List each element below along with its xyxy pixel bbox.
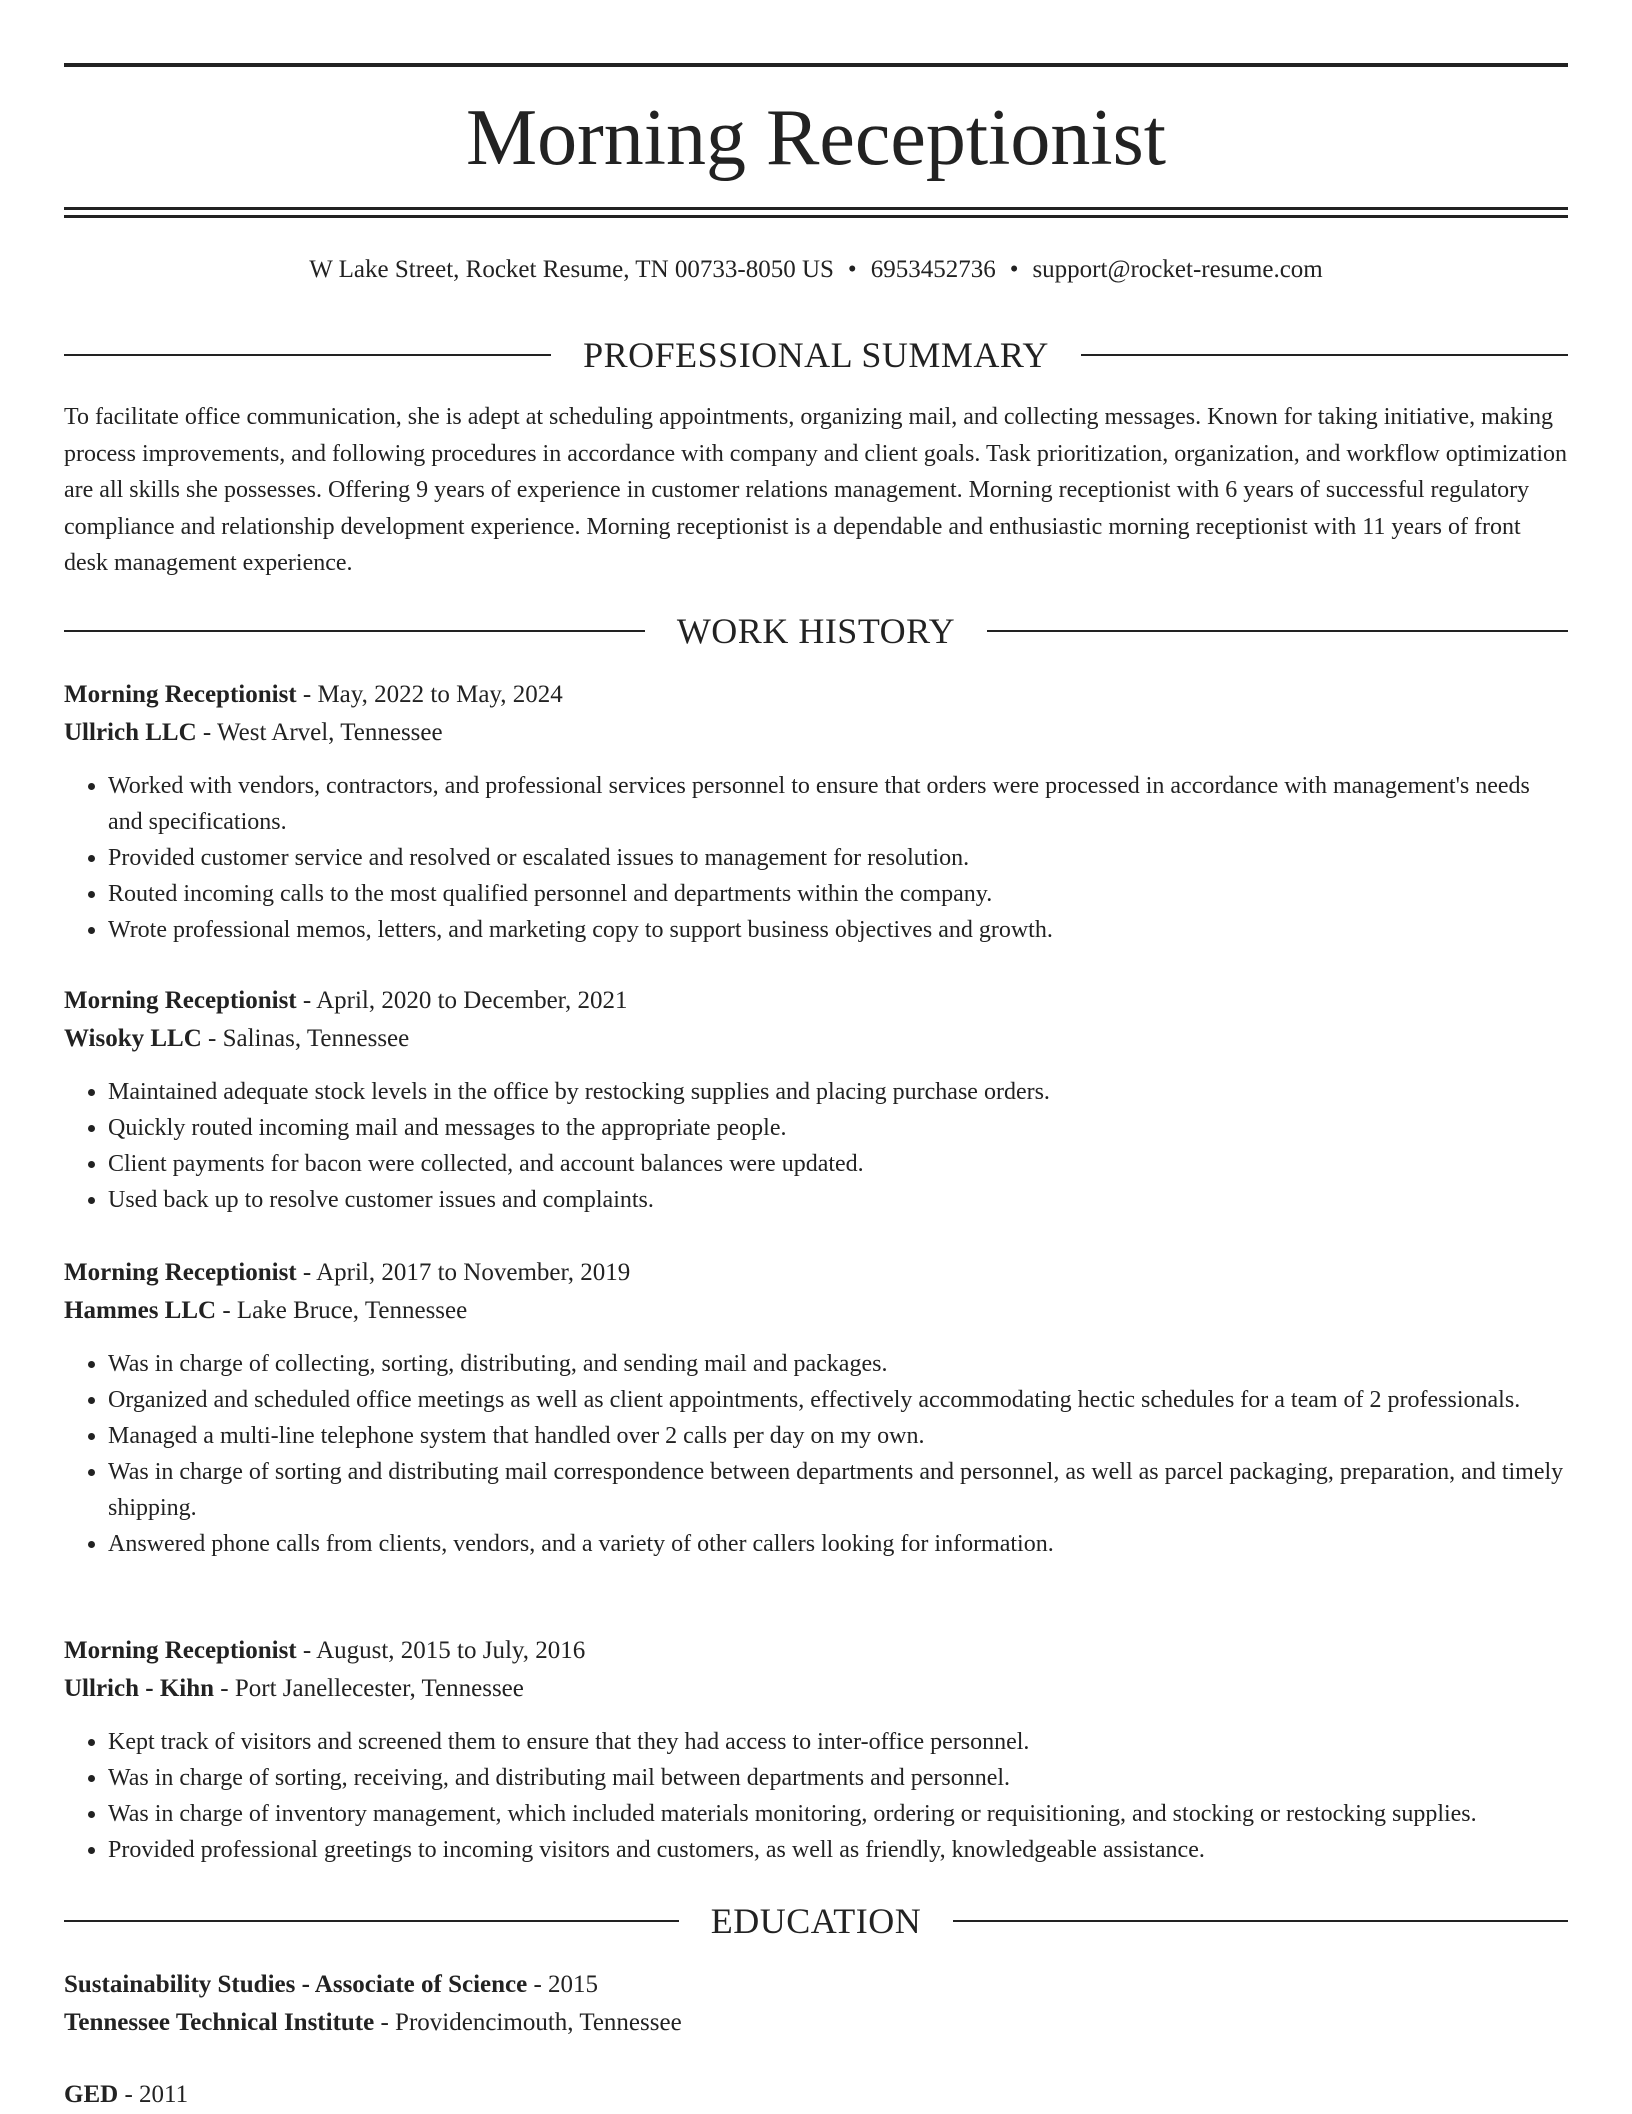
job-location: - Salinas, Tennessee bbox=[201, 1025, 410, 1052]
job-dates: - May, 2022 to May, 2024 bbox=[296, 681, 563, 708]
job-company-line bbox=[64, 1292, 1568, 1330]
job-location: - Port Janellecester, Tennessee bbox=[214, 1675, 524, 1702]
list-item: • Used back up to resolve customer issues and complaints. bbox=[108, 1182, 1568, 1218]
section-rule-left bbox=[64, 630, 645, 632]
list-item: • Wrote professional memos, letters, and marketing copy to support business objectives and growth. bbox=[108, 912, 1568, 948]
education-degree-line bbox=[64, 1966, 1568, 2004]
list-item: • Maintained adequate stock levels in the office by restocking supplies and placing purchase orders. bbox=[108, 1074, 1568, 1110]
section-rule-right bbox=[953, 1920, 1568, 1922]
job-company-line bbox=[64, 714, 1568, 752]
header-double-rule-lower bbox=[64, 215, 1568, 218]
job-title-line bbox=[64, 982, 1568, 1020]
education-degree: Sustainability Studies - Associate of Science bbox=[64, 1971, 528, 1998]
section-header-summary bbox=[64, 333, 1568, 377]
list-item: • Provided customer service and resolved or escalated issues to management for resolution. bbox=[108, 840, 1568, 876]
job-location: - Lake Bruce, Tennessee bbox=[216, 1297, 468, 1324]
job-bullets bbox=[64, 1724, 1568, 1868]
job-company-line bbox=[64, 1020, 1568, 1058]
section-rule-left bbox=[64, 354, 551, 356]
job-title-line bbox=[64, 676, 1568, 714]
list-item: • Managed a multi-line telephone system that handled over 2 calls per day on my own. bbox=[108, 1418, 1568, 1454]
job-title: Morning Receptionist bbox=[64, 1637, 297, 1664]
section-title-work: WORK HISTORY bbox=[676, 611, 956, 651]
list-item: • Was in charge of inventory management, which included materials monitoring, ordering or requisitioning, and stocking or restocking supplies. bbox=[108, 1796, 1568, 1832]
job-company: Ullrich - Kihn bbox=[64, 1675, 215, 1702]
section-title-education: EDUCATION bbox=[710, 1901, 922, 1941]
section-header-work bbox=[64, 609, 1568, 653]
education-school: Tennessee Technical Institute bbox=[64, 2009, 375, 2036]
contact-phone: 6953452736 bbox=[870, 256, 996, 283]
education-degree-line bbox=[64, 2076, 1568, 2114]
header-double-rule-upper bbox=[64, 207, 1568, 210]
list-item: • Was in charge of sorting and distributing mail correspondence between departments and personnel, as well as parcel packaging, preparation, and timely shipping. bbox=[108, 1454, 1568, 1526]
list-item: • Was in charge of sorting, receiving, and distributing mail between departments and personnel. bbox=[108, 1760, 1568, 1796]
job-title-line bbox=[64, 1632, 1568, 1670]
education-year: - 2015 bbox=[527, 1971, 599, 1998]
job-company-line bbox=[64, 1670, 1568, 1708]
job-title: Morning Receptionist bbox=[64, 681, 297, 708]
list-item: • Client payments for bacon were collected, and account balances were updated. bbox=[108, 1146, 1568, 1182]
job-entry bbox=[64, 1632, 1568, 1868]
job-entry bbox=[64, 1254, 1568, 1562]
education-school-line bbox=[64, 2004, 1568, 2042]
job-bullets bbox=[64, 1074, 1568, 1218]
education-entry bbox=[64, 2076, 1568, 2114]
job-title: Morning Receptionist bbox=[64, 1259, 297, 1286]
job-dates: - April, 2017 to November, 2019 bbox=[296, 1259, 631, 1286]
education-year: - 2011 bbox=[118, 2081, 189, 2108]
section-title-summary: PROFESSIONAL SUMMARY bbox=[583, 335, 1049, 375]
contact-email: support@rocket-resume.com bbox=[1032, 256, 1323, 283]
education-entry bbox=[64, 1966, 1568, 2042]
job-bullets bbox=[64, 768, 1568, 948]
list-item: • Kept track of visitors and screened them to ensure that they had access to inter-office personnel. bbox=[108, 1724, 1568, 1760]
list-item: • Answered phone calls from clients, vendors, and a variety of other callers looking for information. bbox=[108, 1526, 1568, 1562]
summary-text: To facilitate office communication, she is adept at scheduling appointments, organizing mail, and collecting messages. Known for taking initiative, making process improvements, and following procedures in accordance with company and client goals. Task prioritization, organization, and workflow optimization are all skills she possesses. Offering 9 years of experience in customer relations management. Morning receptionist with 6 years of successful regulatory compliance and relationship development experience. Morning receptionist is a dependable and enthusiastic morning receptionist with 11 years of front desk management experience. bbox=[64, 404, 1568, 576]
list-item: • Quickly routed incoming mail and messages to the appropriate people. bbox=[108, 1110, 1568, 1146]
job-company: Wisoky LLC bbox=[64, 1025, 202, 1052]
job-title-line bbox=[64, 1254, 1568, 1292]
job-company: Hammes LLC bbox=[64, 1297, 217, 1324]
list-item: • Routed incoming calls to the most qualified personnel and departments within the company. bbox=[108, 876, 1568, 912]
list-item: • Provided professional greetings to incoming visitors and customers, as well as friendly, knowledgeable assistance. bbox=[108, 1832, 1568, 1868]
job-location: - West Arvel, Tennessee bbox=[196, 719, 443, 746]
contact-separator: • bbox=[847, 256, 857, 283]
job-dates: - August, 2015 to July, 2016 bbox=[296, 1637, 586, 1664]
header-top-rule bbox=[64, 63, 1568, 67]
page-title: Morning Receptionist bbox=[466, 94, 1166, 182]
job-entry bbox=[64, 676, 1568, 948]
job-company: Ullrich LLC bbox=[64, 719, 197, 746]
education-degree: GED bbox=[64, 2081, 119, 2108]
section-rule-right bbox=[987, 630, 1568, 632]
contact-line bbox=[64, 253, 1568, 287]
job-entry bbox=[64, 982, 1568, 1218]
list-item: • Organized and scheduled office meetings as well as client appointments, effectively accommodating hectic schedules for a team of 2 professionals. bbox=[108, 1382, 1568, 1418]
contact-separator: • bbox=[1009, 256, 1019, 283]
contact-address: W Lake Street, Rocket Resume, TN 00733-8050 US bbox=[309, 256, 834, 283]
section-rule-right bbox=[1081, 354, 1568, 356]
job-dates: - April, 2020 to December, 2021 bbox=[296, 987, 628, 1014]
list-item: • Worked with vendors, contractors, and professional services personnel to ensure that orders were processed in accordance with management's needs and specifications. bbox=[108, 768, 1568, 840]
job-title: Morning Receptionist bbox=[64, 987, 297, 1014]
job-bullets bbox=[64, 1346, 1568, 1562]
section-header-education bbox=[64, 1899, 1568, 1943]
section-rule-left bbox=[64, 1920, 679, 1922]
education-location: - Providencimouth, Tennessee bbox=[374, 2009, 682, 2036]
list-item: • Was in charge of collecting, sorting, distributing, and sending mail and packages. bbox=[108, 1346, 1568, 1382]
